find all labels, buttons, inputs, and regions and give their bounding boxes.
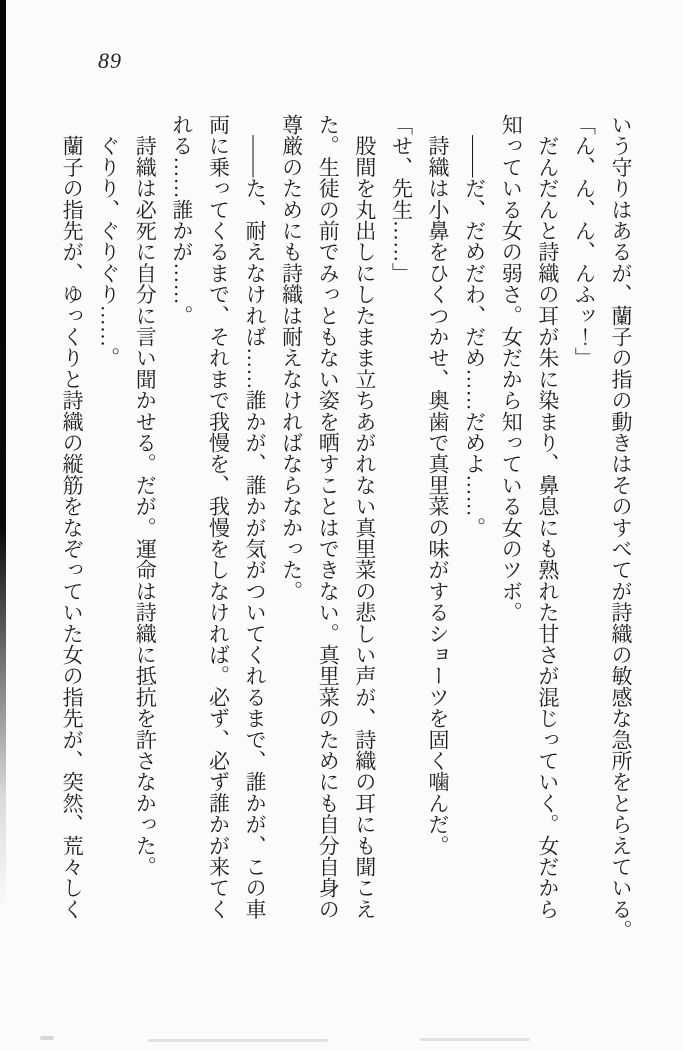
scan-artifact bbox=[148, 1039, 328, 1042]
text-column: 知っている女の弱さ。女だから知っている女のツボ。 bbox=[499, 114, 524, 623]
text-column: 「ん、ん、ん、んふッ！」 bbox=[572, 114, 597, 369]
scan-artifact bbox=[40, 1036, 54, 1040]
text-column: ――た、耐えなければ……誰かが、誰かが気がついてくれるまで、誰かが、この車 bbox=[243, 114, 268, 920]
text-column: 詩織は小鼻をひくつかせ、奥歯で真里菜の味がするショーツを固く噛んだ。 bbox=[426, 114, 451, 856]
text-column: 詩織は必死に自分に言い聞かせる。だが。運命は詩織に抵抗を許さなかった。 bbox=[133, 114, 158, 878]
text-column: れる……誰かが……。 bbox=[169, 114, 194, 326]
text-column: 蘭子の指先が、ゆっくりと詩織の縦筋をなぞっていた女の指先が、突然、荒々しく bbox=[60, 114, 85, 920]
text-column: ぐりり、ぐりぐり……。 bbox=[96, 114, 121, 369]
text-column: ――だ、だめだわ、だめ……だめよ……。 bbox=[462, 114, 487, 538]
vertical-text-block bbox=[54, 114, 640, 944]
text-column: 「せ、先生……」 bbox=[389, 114, 414, 284]
text-column: 両に乗ってくるまで、それまで我慢を、我慢をしなければ。必ず、必ず誰かが来てく bbox=[206, 114, 231, 920]
text-column: た。生徒の前でみっともない姿を晒すことはできない。真里菜のためにも自分自身の bbox=[316, 114, 341, 920]
text-column: だんだんと詩織の耳が朱に染まり、鼻息にも熟れた甘さが混じっていく。女だから bbox=[535, 114, 560, 920]
left-edge-scan-bar bbox=[0, 0, 6, 910]
text-column: 尊厳のためにも詩織は耐えなければならなかった。 bbox=[279, 114, 304, 602]
scan-artifact bbox=[420, 1038, 530, 1041]
text-column: 股間を丸出しにしたまま立ちあがれない真里菜の悲しい声が、詩織の耳にも聞こえ bbox=[352, 114, 377, 920]
text-column: いう守りはあるが、蘭子の指の動きはそのすべてが詩織の敏感な急所をとらえている。 bbox=[609, 114, 633, 941]
page-number: 89 bbox=[98, 48, 122, 73]
